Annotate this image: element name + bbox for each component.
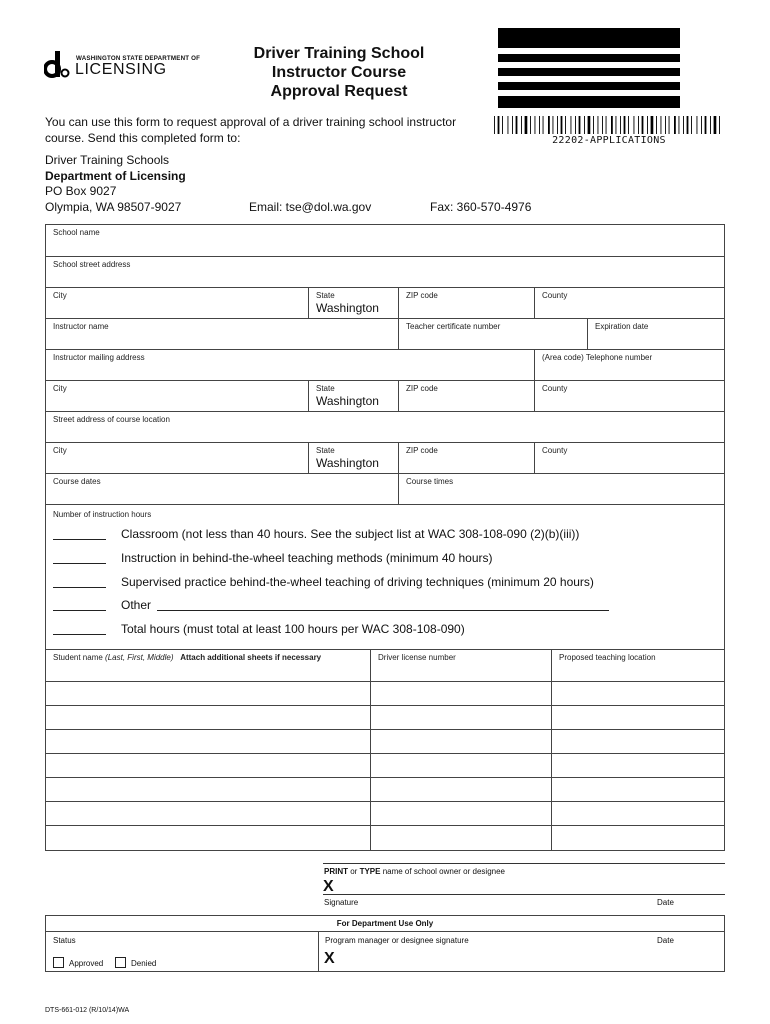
student-name-cell[interactable] [46,682,371,705]
license-cell[interactable] [371,778,552,801]
table-row [46,754,724,778]
course-location-field[interactable] [46,412,724,442]
intro-line-2: course. Send this completed form to: [45,131,241,145]
table-row [46,826,724,850]
instructor-mailing-field[interactable] [46,350,535,380]
instructor-mailing-label: Instructor mailing address [53,353,145,362]
other-blank[interactable] [53,610,106,611]
instructor-state-field[interactable] [309,381,399,411]
linear-barcode [494,116,724,134]
course-times-label: Course times [406,477,454,486]
instruction-hours-section [46,505,724,650]
table-row [46,730,724,754]
dol-logo-icon [44,50,70,78]
address-line-2: Department of Licensing [45,168,186,183]
school-name-label: School name [53,228,100,237]
license-cell[interactable] [371,754,552,777]
zip-label: ZIP code [406,384,438,393]
table-row [46,802,724,826]
state-value: Washington [316,394,379,408]
school-county-field[interactable] [535,288,724,318]
license-cell[interactable] [371,706,552,729]
classroom-hours [53,527,703,541]
course-dates-label: Course dates [53,477,101,486]
license-cell[interactable] [371,682,552,705]
state-value: Washington [316,301,379,315]
school-zip-field[interactable] [399,288,535,318]
signature-line[interactable] [323,894,725,895]
contact-email: Email: tse@dol.wa.gov [249,200,372,214]
license-cell[interactable] [371,730,552,753]
course-times-field[interactable] [399,474,724,504]
course-city-field[interactable] [46,443,309,473]
mailing-address [45,153,186,215]
signature-date-label: Date [657,898,674,907]
location-header [552,650,724,681]
signature-x-mark: X [323,878,334,895]
zip-label: ZIP code [406,291,438,300]
course-county-field[interactable] [535,443,724,473]
state-label: State [316,291,335,300]
title-line-3: Approval Request [270,83,408,100]
zip-label: ZIP code [406,446,438,455]
school-city-field[interactable] [46,288,309,318]
state-value: Washington [316,456,379,470]
total-hours [53,622,703,636]
table-row [46,706,724,730]
other-hours [53,598,703,612]
course-zip-field[interactable] [399,443,535,473]
location-cell[interactable] [552,706,724,729]
instructor-zip-field[interactable] [399,381,535,411]
location-cell[interactable] [552,826,724,850]
course-dates-field[interactable] [46,474,399,504]
student-name-cell[interactable] [46,802,371,825]
school-street-field[interactable] [46,257,724,287]
other-description-line[interactable] [157,610,609,611]
btw-methods-blank[interactable] [53,563,106,564]
license-cell[interactable] [371,826,552,850]
location-cell[interactable] [552,802,724,825]
course-location-label: Street address of course location [53,415,170,424]
print-name-label: PRINT or TYPE name of school owner or designee [324,867,505,876]
license-header [371,650,552,681]
instructor-name-field[interactable] [46,319,399,349]
department-use-heading: For Department Use Only [46,916,724,932]
intro-line-1: You can use this form to request approval of a driver training school instructor [45,115,457,129]
supervised-hours [53,575,703,589]
school-street-label: School street address [53,260,131,269]
county-label: County [542,291,568,300]
student-table-header [46,650,724,682]
agency-name-big: LICENSING [75,61,167,78]
denied-label: Denied [131,959,157,968]
manager-x-mark[interactable]: X [324,950,335,967]
address-line-1: Driver Training Schools [45,153,170,167]
manager-signature-label: Program manager or designee signature [325,936,469,945]
location-cell[interactable] [552,778,724,801]
teacher-cert-label: Teacher certificate number [406,322,501,331]
location-cell[interactable] [552,730,724,753]
classroom-hours-blank[interactable] [53,539,106,540]
state-label: State [316,446,335,455]
approved-label: Approved [69,959,104,968]
state-label: State [316,384,335,393]
student-name-header [46,650,371,681]
supervised-blank[interactable] [53,587,106,588]
agency-logo [44,50,201,80]
location-cell[interactable] [552,754,724,777]
expiration-field[interactable] [588,319,724,349]
student-name-cell[interactable] [46,778,371,801]
status-label: Status [53,936,76,945]
student-name-label: Student name [53,653,103,662]
signature-label: Signature [324,898,359,907]
total-blank[interactable] [53,634,106,635]
barcode-caption: 22202-APPLICATIONS [552,135,666,146]
teacher-cert-field[interactable] [399,319,588,349]
form-number: DTS-661-012 (R/10/14)WA [45,1007,130,1014]
city-label: City [53,446,67,455]
department-use-box [45,915,725,972]
total-text: Total hours (must total at least 100 hours per WAC 308-108-090) [121,622,465,636]
location-label: Proposed teaching location [559,653,656,662]
dept-date-label: Date [657,936,674,945]
other-text: Other [121,598,152,612]
student-name-cell[interactable] [46,754,371,777]
course-state-field[interactable] [309,443,399,473]
instruction-hours-label: Number of instruction hours [53,510,152,519]
btw-methods-hours [53,551,703,565]
location-cell[interactable] [552,682,724,705]
instructor-city-field[interactable] [46,381,309,411]
form-title [200,44,478,101]
supervised-text: Supervised practice behind-the-wheel teaching of driving techniques (minimum 20 hours) [121,575,594,589]
expiration-label: Expiration date [595,322,649,331]
print-name-line[interactable] [323,863,725,864]
agency-name-small: WASHINGTON STATE DEPARTMENT OF [76,55,201,62]
city-label: City [53,291,67,300]
attach-note: Attach additional sheets if necessary [180,653,322,662]
school-state-field[interactable] [309,288,399,318]
btw-methods-text: Instruction in behind-the-wheel teaching methods (minimum 40 hours) [121,551,493,565]
telephone-field[interactable] [535,350,724,380]
city-label: City [53,384,67,393]
student-name-cell[interactable] [46,730,371,753]
pdf417-barcode [498,28,680,108]
license-cell[interactable] [371,802,552,825]
application-form [45,224,725,851]
county-label: County [542,446,568,455]
table-row [46,778,724,802]
student-name-cell[interactable] [46,826,371,850]
intro-text [45,114,485,146]
student-name-format: (Last, First, Middle) [105,653,174,662]
license-label: Driver license number [378,653,456,662]
approved-checkbox[interactable] [53,957,64,968]
telephone-label: (Area code) Telephone number [542,353,653,362]
county-label: County [542,384,568,393]
table-row [46,682,724,706]
denied-checkbox[interactable] [115,957,126,968]
student-name-cell[interactable] [46,706,371,729]
title-line-1: Driver Training School [253,45,425,62]
address-line-4: Olympia, WA 98507-9027 [45,199,182,214]
classroom-hours-text: Classroom (not less than 40 hours. See the subject list at WAC 308-108-090 (2)(b)(iii)) [121,527,580,541]
address-line-3: PO Box 9027 [45,184,117,198]
instructor-county-field[interactable] [535,381,724,411]
school-name-field[interactable] [46,225,724,256]
title-line-2: Instructor Course [271,64,407,81]
department-divider [318,932,319,972]
contact-fax: Fax: 360-570-4976 [430,200,532,214]
instructor-name-label: Instructor name [53,322,109,331]
